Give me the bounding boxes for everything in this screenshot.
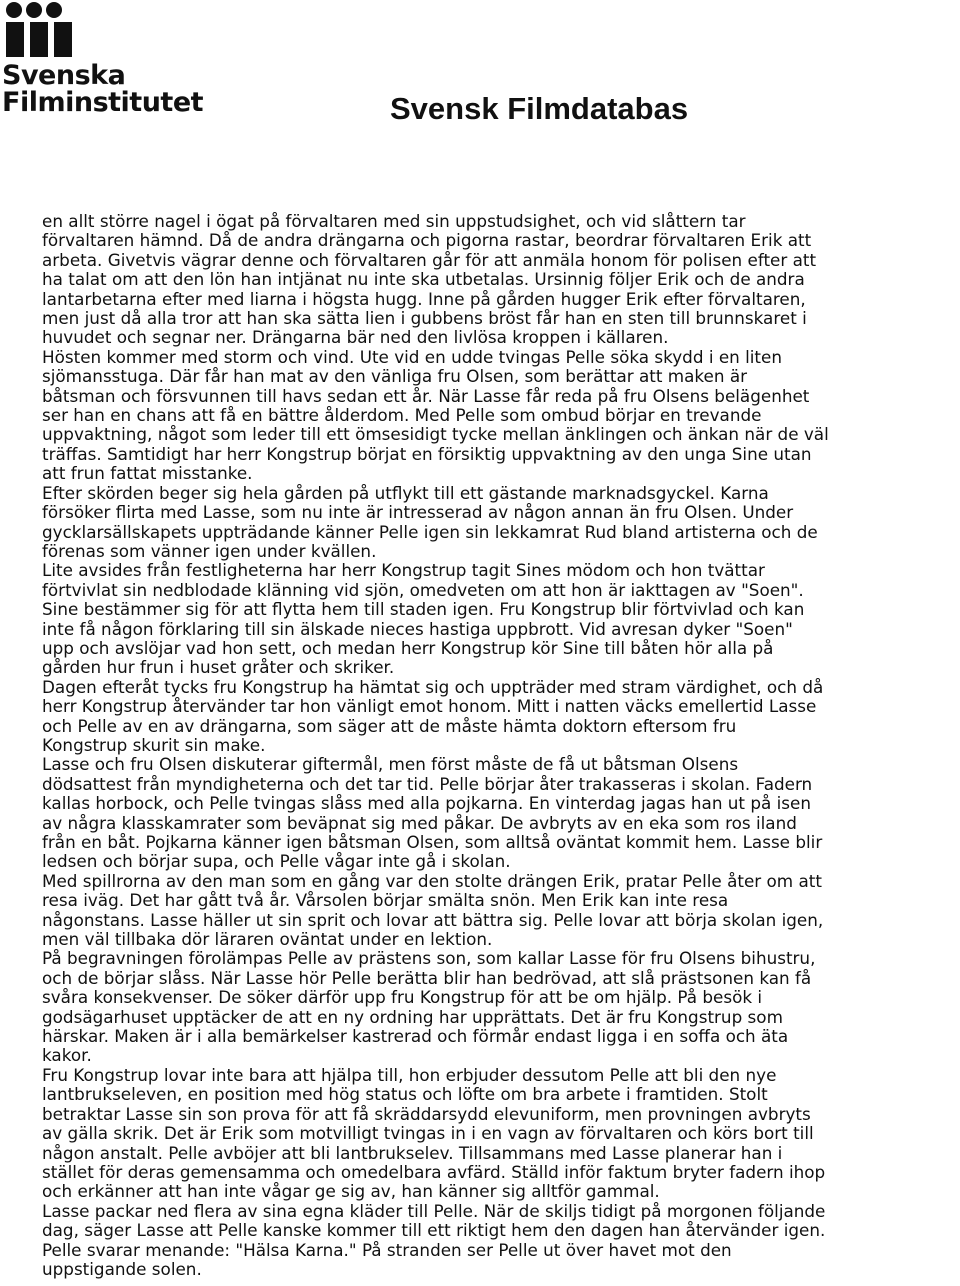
- text-line: och erkänner att han inte vågar ge sig av, han känner sig alltför gammal.: [42, 1182, 660, 1202]
- text-line: ser han en chans att få en bättre ålderdom. Med Pelle som ombud börjar en trevande: [42, 406, 762, 426]
- text-line: lantarbetarna efter med liarna i högsta hugg. Inne på gården hugger Erik efter förvaltaren,: [42, 289, 806, 309]
- svenska-filminstitutet-logo[interactable]: [2, 0, 202, 130]
- logo-line-2: Filminstitutet: [2, 87, 204, 118]
- page-title: Svensk Filmdatabas: [390, 91, 689, 126]
- text-line: förvaltaren hämnd. Då de andra drängarna och pigorna rastar, beordrar förvaltaren Erik att: [42, 231, 812, 251]
- text-line: gycklarsällskapets uppträdande känner Pelle igen sin lekkamrat Rud bland artisterna och de: [42, 522, 818, 542]
- text-line: en allt större nagel i ögat på förvaltaren med sin uppstudsighet, och vid slåttern tar: [42, 212, 746, 231]
- text-line: inte få någon förklaring till sin älskade nieces hastiga uppbrott. Vid avresan dyker "Soen": [42, 619, 793, 639]
- text-line: ledsen och börjar supa, och Pelle vågar inte gå i skolan.: [42, 852, 511, 872]
- text-line: uppvaktning, något som leder till ett ömsesidigt tycke mellan änklingen och änkan när de väl: [42, 425, 829, 445]
- text-line: försöker flirta med Lasse, som nu inte är intresserad av någon annan än fru Olsen. Under: [42, 503, 794, 523]
- text-line: dödsattest från myndigheterna och det tar tid. Pelle börjar åter trakasseras i skolan. Fadern: [42, 774, 813, 794]
- text-line: gården hur frun i huset gråter och skriker.: [42, 658, 395, 678]
- text-line: kakor.: [42, 1046, 92, 1066]
- text-line: av gälla skrik. Det är Erik som motvilligt tvingas in i en vagn av förvaltaren och körs bort till: [42, 1124, 814, 1144]
- text-line: förenas som vänner igen under kvällen.: [42, 541, 377, 561]
- text-line: kallas horbock, och Pelle tvingas slåss med alla pojkarna. En vinterdag jagas han ut på isen: [42, 794, 811, 814]
- text-line: Lite avsides från festligheterna har herr Kongstrup tagit Sines mödom och hon tvättar: [42, 561, 765, 581]
- text-line: betraktar Lasse sin son prova för att få skräddarsydd elevuniform, men provningen avbryts: [42, 1104, 811, 1124]
- text-line: Fru Kongstrup lovar inte bara att hjälpa till, hon erbjuder dessutom Pelle att bli den nye: [42, 1065, 777, 1085]
- text-line: arbeta. Givetvis vägrar denne och förvaltaren går för att anmäla honom för polisen efter att: [42, 250, 817, 270]
- text-line: någon anstalt. Pelle avböjer att bli lantbrukselev. Tillsammans med Lasse planerar han i: [42, 1143, 783, 1163]
- text-line: godsägarhuset upptäcker de att en ny ordning har upprättats. Det är fru Kongstrup som: [42, 1007, 783, 1027]
- text-line: Med spillrorna av den man som en gång var den stolte drängen Erik, pratar Pelle åter om att: [42, 871, 822, 891]
- text-line: båtsman och försvunnen till havs sedan ett år. När Lasse får reda på fru Olsens belägenhet: [42, 386, 810, 406]
- text-line: svåra konsekvenser. De söker därför upp fru Kongstrup för att be om hjälp. På besök i: [42, 988, 763, 1008]
- logo-wordmark: [2, 62, 203, 116]
- text-line: huvudet och segnar ner. Drängarna bär ned den livlösa kroppen i källaren.: [42, 328, 669, 348]
- text-line: Sine bestämmer sig för att flytta hem till staden igen. Fru Kongstrup blir förtvivlad och kan: [42, 600, 805, 620]
- text-line: dag, säger Lasse att Pelle kanske kommer till ett riktigt hem den dagen han återvänder igen.: [42, 1221, 826, 1241]
- text-line: Kongstrup skurit sin make.: [42, 735, 266, 755]
- text-line: och Pelle av en av drängarna, som säger att de måste hämta doktorn eftersom fru: [42, 716, 737, 736]
- synopsis-text: [42, 212, 960, 1279]
- text-line: träffas. Samtidigt har herr Kongstrup börjat en försiktig uppvaktning av den unga Sine utan: [42, 444, 812, 464]
- text-line: Hösten kommer med storm och vind. Ute vid en udde tvingas Pelle söka skydd i en liten: [42, 347, 782, 367]
- text-line: herr Kongstrup återvänder tar hon vänligt emot honom. Mitt i natten väcks emellertid Lasse: [42, 697, 817, 717]
- text-line: förtvivlat sin nedblodade klänning vid sjön, omedveten om att hon är iakttagen av "Soen".: [42, 580, 804, 600]
- text-line: Pelle svarar menande: "Hälsa Karna." På stranden ser Pelle ut över havet mot den: [42, 1240, 732, 1260]
- text-line: från en båt. Pojkarna känner igen båtsman Olsen, som alltså oväntat kommit hem. Lasse blir: [42, 833, 823, 852]
- text-line: någonstans. Lasse häller ut sin sprit och lovar att bättra sig. Pelle lovar att börja skolan igen,: [42, 910, 824, 930]
- text-line: Lasse och fru Olsen diskuterar giftermål, men först måste de få ut båtsman Olsens: [42, 755, 739, 775]
- text-line: uppstigande solen.: [42, 1259, 202, 1279]
- text-line: härskar. Maken är i alla bemärkelser kastrerad och förmår endast ligga i en soffa och äta: [42, 1027, 789, 1047]
- text-line: sjömansstuga. Där får han mat av den vänliga fru Olsen, som berättar att maken är: [42, 367, 748, 387]
- text-line: upp och avslöjar vad hon sett, och medan herr Kongstrup kör Sine till båten hör alla på: [42, 638, 774, 658]
- text-line: På begravningen förolämpas Pelle av prästens son, som kallar Lasse för fru Olsens bihustru,: [42, 949, 816, 969]
- text-line: stället för deras gemensamma och omedelbara avfärd. Ställd inför faktum bryter fadern ihop: [42, 1162, 826, 1182]
- text-line: ha talat om att den lön han intjänat nu inte ska utbetalas. Ursinnig följer Erik och de andra: [42, 270, 805, 290]
- logo-line-1: Svenska: [2, 60, 126, 91]
- text-line: Lasse packar ned flera av sina egna kläder till Pelle. När de skiljs tidigt på morgonen följande: [42, 1201, 826, 1221]
- text-line: men just då alla tror att han ska sätta lien i gubbens bröst får han en sten till brunnskaret i: [42, 309, 807, 329]
- text-line: att frun fattat misstanke.: [42, 464, 253, 484]
- text-line: resa iväg. Det har gått två år. Vårsolen börjar smälta snön. Men Erik kan inte resa: [42, 891, 729, 911]
- text-line: lantbrukseleven, en position med hög status och löfte om bra arbete i framtiden. Stolt: [42, 1085, 768, 1105]
- text-line: och de börjar slåss. När Lasse hör Pelle berätta blir han bedrövad, att slå prästsonen kan få: [42, 968, 812, 988]
- text-line: av några klasskamrater som beväpnat sig med påkar. De avbryts av en eka som ros iland: [42, 813, 797, 833]
- text-line: Efter skörden beger sig hela gården på utflykt till ett gästande marknadsgyckel. Karna: [42, 483, 769, 503]
- text-line: Dagen efteråt tycks fru Kongstrup ha hämtat sig och uppträder med stram värdighet, och då: [42, 677, 824, 697]
- text-line: men väl tillbaka dör läraren oväntat under en lektion.: [42, 930, 493, 950]
